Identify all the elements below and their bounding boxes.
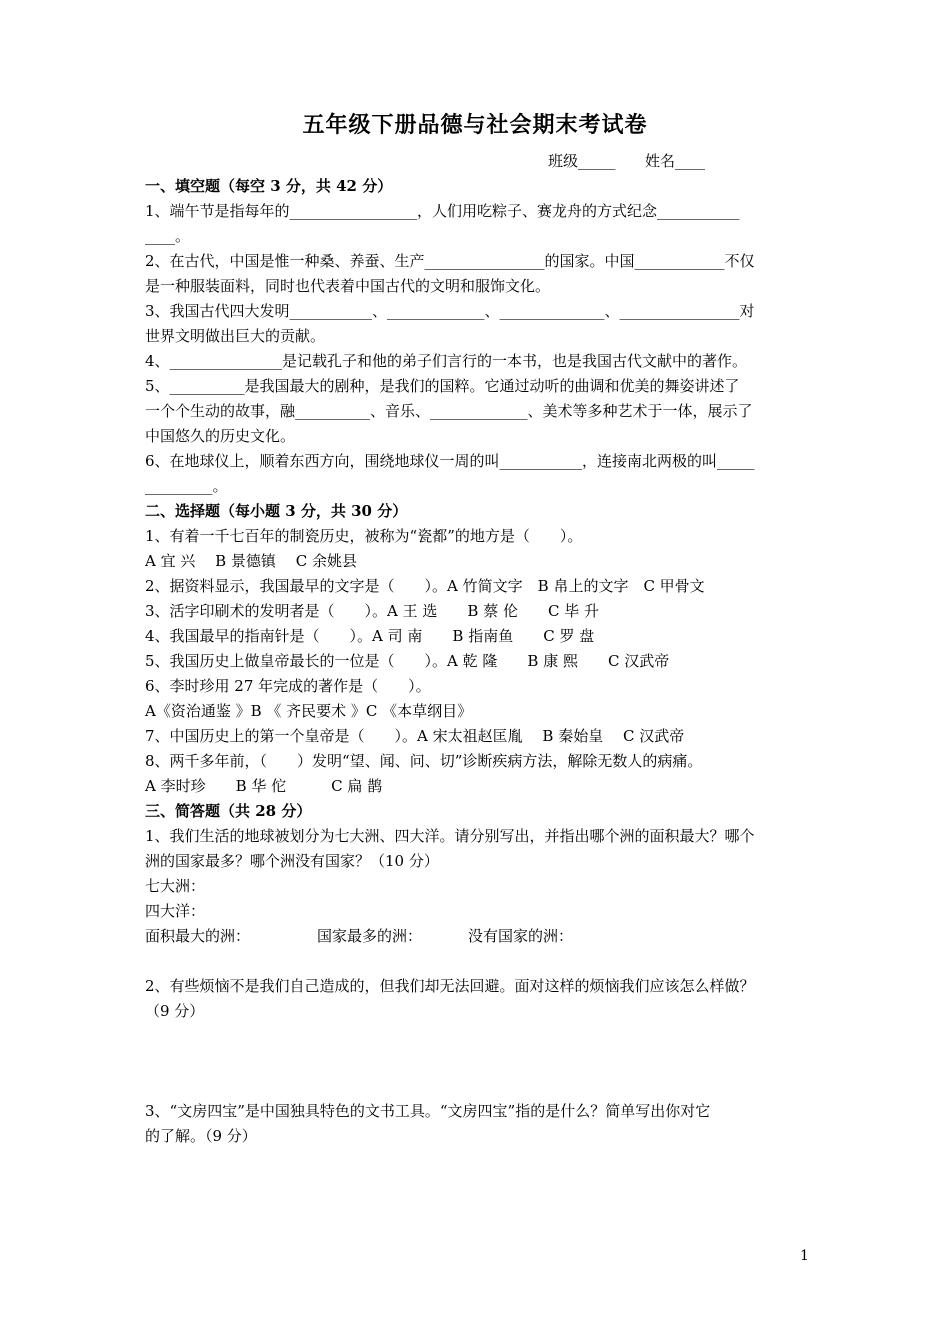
question-line: 6、在地球仪上，顺着东西方向，围绕地球仪一周的叫___________，连接南北两极的叫_____	[145, 452, 755, 470]
section-heading-fill-blank: 一、填空题（每空 3 分，共 42 分）	[145, 177, 393, 195]
question-line: ____。	[145, 227, 191, 245]
answer-label-largest: 面积最大的洲：	[145, 927, 251, 945]
question-line: 一个个生动的故事，融__________、音乐、_____________、美术等多种艺术于一体，展示了	[145, 402, 753, 420]
question-line: _________。	[145, 477, 228, 495]
question-line: A 宜 兴 B 景德镇 C 余姚县	[145, 552, 357, 570]
answer-label-continents: 七大洲：	[145, 877, 206, 895]
question-line: 5、__________是我国最大的剧种，是我们的国粹。它通过动听的曲调和优美的舞姿讲述了	[145, 377, 740, 395]
page-number: 1	[800, 1248, 809, 1264]
question-line: 7、中国历史上的第一个皇帝是（ ）。A 宋太祖赵匡胤 B 秦始皇 C 汉武帝	[145, 727, 685, 745]
question-line: 2、在古代，中国是惟一种桑、养蚕、生产________________的国家。中国____________不仅	[145, 252, 755, 270]
question-line: 1、端午节是指每年的_________________，人们用吃粽子、赛龙舟的方式纪念___________	[145, 202, 740, 220]
answer-label-oceans: 四大洋：	[145, 902, 206, 920]
question-line: （9 分）	[145, 1002, 205, 1020]
question-line: 洲的国家最多？哪个洲没有国家？（10 分）	[145, 852, 439, 870]
section-heading-short-answer: 三、简答题（共 28 分）	[145, 802, 312, 820]
question-line: A 李时珍 B 华 佗 C 扁 鹊	[145, 777, 383, 795]
question-line: 1、有着一千七百年的制瓷历史，被称为“瓷都”的地方是（ ）。	[145, 527, 583, 545]
question-line: 的了解。（9 分）	[145, 1127, 257, 1145]
question-line: 2、据资料显示，我国最早的文字是（ ）。A 竹简文字 B 帛上的文字 C 甲骨文	[145, 577, 705, 595]
class-field: 班级_____	[548, 152, 616, 170]
question-line: 2、有些烦恼不是我们自己造成的，但我们却无法回避。面对这样的烦恼我们应该怎么样做？	[145, 977, 755, 995]
question-line: A《资治通鉴 》B 《 齐民要术 》C 《本草纲目》	[145, 702, 473, 720]
name-field: 姓名____	[645, 152, 706, 170]
question-line: 中国悠久的历史文化。	[145, 427, 296, 445]
answer-label-most-countries: 国家最多的洲：	[317, 927, 423, 945]
question-line: 3、活字印刷术的发明者是（ ）。A 王 选 B 蔡 伦 C 毕 升	[145, 602, 599, 620]
question-line: 4、_______________是记载孔子和他的弟子们言行的一本书，也是我国古代文献中的著作。	[145, 352, 748, 370]
question-line: 1、我们生活的地球被划分为七大洲、四大洋。请分别写出，并指出哪个洲的面积最大？哪个	[145, 827, 755, 845]
section-heading-choice: 二、选择题（每小题 3 分，共 30 分）	[145, 502, 408, 520]
question-line: 世界文明做出巨大的贡献。	[145, 327, 326, 345]
answer-label-no-countries: 没有国家的洲：	[468, 927, 574, 945]
question-line: 3、“文房四宝”是中国独具特色的文书工具。“文房四宝”指的是什么？简单写出你对它	[145, 1102, 711, 1120]
question-line: 6、李时珍用 27 年完成的著作是（ ）。	[145, 677, 431, 695]
question-line: 是一种服装面料，同时也代表着中国古代的文明和服饰文化。	[145, 277, 551, 295]
question-line: 4、我国最早的指南针是（ ）。A 司 南 B 指南鱼 C 罗 盘	[145, 627, 595, 645]
question-line: 3、我国古代四大发明___________、_____________、______________、________________对	[145, 302, 755, 320]
question-line: 5、我国历史上做皇帝最长的一位是（ ）。A 乾 隆 B 康 熙 C 汉武帝	[145, 652, 670, 670]
question-line: 8、两千多年前，（ ）发明“望、闻、问、切”诊断疾病方法，解除无数人的病痛。	[145, 752, 703, 770]
exam-title: 五年级下册品德与社会期末考试卷	[302, 112, 648, 138]
